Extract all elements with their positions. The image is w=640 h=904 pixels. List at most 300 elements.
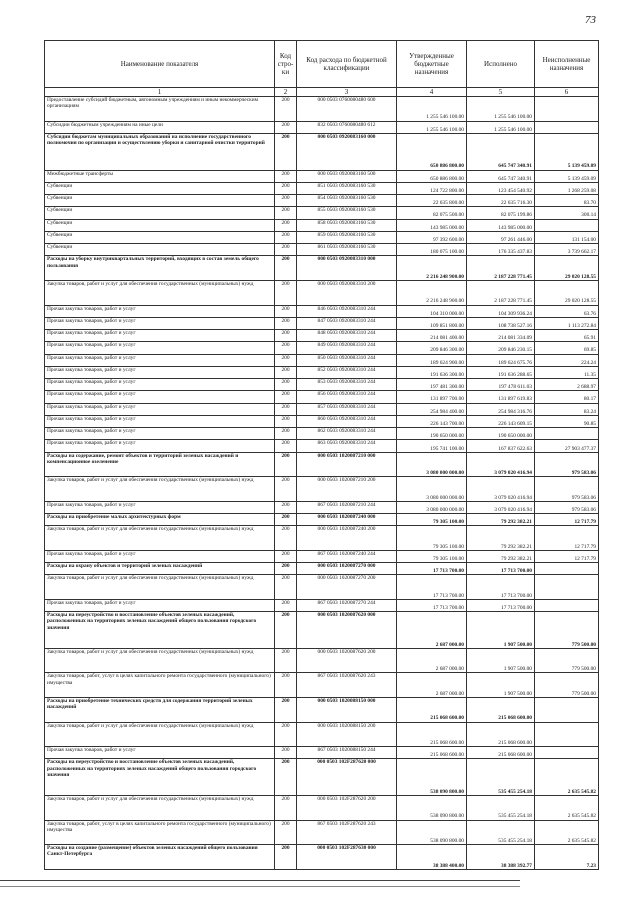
row-approved: 215 068 600.00: [397, 747, 467, 759]
row-name: Субвенции: [45, 244, 275, 256]
row-budget-code: 852 0503 0920083310 244: [297, 366, 397, 378]
row-executed: 79 292 382.21: [467, 550, 535, 562]
row-unexecuted: 131 154.00: [535, 231, 599, 243]
row-name: Субвенции: [45, 231, 275, 243]
row-budget-code: 867 0503 1020087210 244: [297, 501, 397, 513]
table-row: [45, 182, 599, 194]
table-row: [45, 673, 599, 698]
row-budget-code: 000 0503 0760080480 600: [297, 97, 397, 122]
row-unexecuted: [535, 722, 599, 747]
row-executed: 108 738 527.16: [467, 317, 535, 329]
row-executed: 2 187 228 771.45: [467, 256, 535, 281]
table-row: [45, 317, 599, 329]
row-name: Закупка товаров, работ и услуг для обеспечения государственных (муниципальных) нужд: [45, 575, 275, 600]
row-line-code: 200: [275, 698, 297, 723]
row-line-code: 200: [275, 440, 297, 452]
row-name: Закупка товаров, работ и услуг для обеспечения государственных (муниципальных) нужд: [45, 477, 275, 502]
row-unexecuted: [535, 219, 599, 231]
row-line-code: 200: [275, 354, 297, 366]
row-approved: 2 687 000.00: [397, 648, 467, 673]
row-budget-code: 000 0503 1020088150 000: [297, 698, 397, 723]
row-line-code: 200: [275, 722, 297, 747]
row-unexecuted: 29 020 128.55: [535, 256, 599, 281]
row-unexecuted: [535, 121, 599, 133]
row-line-code: 200: [275, 452, 297, 477]
row-line-code: 200: [275, 207, 297, 219]
row-unexecuted: [535, 563, 599, 575]
row-line-code: 200: [275, 280, 297, 305]
row-approved: 3 080 000 000.00: [397, 501, 467, 513]
row-executed: 535 455 254.18: [467, 796, 535, 821]
row-line-code: 200: [275, 599, 297, 611]
row-budget-code: 850 0503 0920083310 244: [297, 354, 397, 366]
page-number: 73: [585, 14, 596, 26]
column-number: 4: [397, 88, 467, 97]
table-row: [45, 207, 599, 219]
row-executed: 123 454 540.92: [467, 182, 535, 194]
row-approved: 17 713 700.00: [397, 563, 467, 575]
row-name: Расходы на содержание, ремонт объектов и территорий зеленых насаждений и компенсационное озеленение: [45, 452, 275, 477]
header-row: [45, 41, 599, 88]
row-unexecuted: 5 139 459.09: [535, 170, 599, 182]
row-unexecuted: [535, 97, 599, 122]
row-budget-code: 851 0503 0920083160 530: [297, 182, 397, 194]
row-line-code: 200: [275, 820, 297, 845]
row-name: Прочая закупка товаров, работ и услуг: [45, 305, 275, 317]
row-budget-code: 854 0503 0920083160 530: [297, 195, 397, 207]
row-executed: 191 636 288.65: [467, 366, 535, 378]
row-budget-code: 000 0503 1020087270 000: [297, 563, 397, 575]
row-approved: 17 713 700.00: [397, 599, 467, 611]
row-approved: 104 310 000.00: [397, 305, 467, 317]
table-row: [45, 550, 599, 562]
row-approved: 189 624 900.00: [397, 354, 467, 366]
row-budget-code: 857 0503 0920083310 244: [297, 403, 397, 415]
row-name: Закупка товаров, работ и услуг для обеспечения государственных (муниципальных) нужд: [45, 796, 275, 821]
row-approved: 17 713 700.00: [397, 575, 467, 600]
table-row: [45, 195, 599, 207]
row-executed: 2 187 228 771.45: [467, 280, 535, 305]
column-number: 6: [535, 88, 599, 97]
row-budget-code: 849 0503 0920083310 244: [297, 342, 397, 354]
row-name: Прочая закупка товаров, работ и услуг: [45, 599, 275, 611]
row-approved: 650 886 800.00: [397, 170, 467, 182]
table-row: [45, 648, 599, 673]
row-line-code: 200: [275, 575, 297, 600]
row-line-code: 200: [275, 501, 297, 513]
row-approved: 1 255 546 100.00: [397, 97, 467, 122]
row-approved: 191 636 300.00: [397, 366, 467, 378]
row-budget-code: 000 0503 1020087270 200: [297, 575, 397, 600]
row-budget-code: 000 0503 0920083310 000: [297, 256, 397, 281]
header-executed: Исполнено: [467, 41, 535, 88]
row-unexecuted: 7.23: [535, 845, 599, 870]
table-row: [45, 612, 599, 649]
row-executed: 215 068 600.00: [467, 722, 535, 747]
table-row: [45, 599, 599, 611]
row-approved: 215 068 600.00: [397, 722, 467, 747]
row-executed: 254 984 316.76: [467, 403, 535, 415]
row-line-code: 200: [275, 648, 297, 673]
row-executed: 1 255 546 100.00: [467, 97, 535, 122]
row-unexecuted: [535, 747, 599, 759]
header-approved: Утвержденные бюджетные назначения: [397, 41, 467, 88]
row-name: Прочая закупка товаров, работ и услуг: [45, 379, 275, 391]
row-approved: 538 090 800.00: [397, 759, 467, 796]
row-name: Прочая закупка товаров, работ и услуг: [45, 428, 275, 440]
row-name: Закупка товаров, работ и услуг для обеспечения государственных (муниципальных) нужд: [45, 648, 275, 673]
row-budget-code: 000 0503 0920083160 000: [297, 133, 397, 170]
table-row: [45, 244, 599, 256]
row-unexecuted: 80.17: [535, 391, 599, 403]
row-budget-code: 847 0503 0920083310 244: [297, 317, 397, 329]
row-unexecuted: 224.24: [535, 354, 599, 366]
row-approved: 215 068 600.00: [397, 698, 467, 723]
row-executed: 189 624 675.76: [467, 354, 535, 366]
row-executed: 1 907 500.00: [467, 612, 535, 649]
table-row: [45, 354, 599, 366]
row-executed: 215 068 600.00: [467, 698, 535, 723]
row-line-code: 200: [275, 673, 297, 698]
table-row: [45, 415, 599, 427]
row-executed: 104 309 936.24: [467, 305, 535, 317]
table-body: [45, 97, 599, 870]
row-budget-code: 867 0503 102F287620 243: [297, 820, 397, 845]
table-row: [45, 256, 599, 281]
row-line-code: 200: [275, 256, 297, 281]
row-executed: 17 713 700.00: [467, 563, 535, 575]
row-executed: 215 068 600.00: [467, 747, 535, 759]
row-executed: 190 650 000.00: [467, 428, 535, 440]
table-row: [45, 97, 599, 122]
row-approved: 254 984 400.00: [397, 403, 467, 415]
table-row: [45, 747, 599, 759]
row-unexecuted: 779 500.00: [535, 648, 599, 673]
row-executed: 1 907 500.00: [467, 673, 535, 698]
row-executed: 167 837 622.63: [467, 440, 535, 452]
row-budget-code: 846 0503 0920083310 244: [297, 305, 397, 317]
row-line-code: 200: [275, 170, 297, 182]
row-line-code: 200: [275, 342, 297, 354]
row-unexecuted: 979 583.06: [535, 477, 599, 502]
row-unexecuted: 779 500.00: [535, 612, 599, 649]
row-name: Закупка товаров, работ и услуг для обеспечения государственных (муниципальных) нужд: [45, 722, 275, 747]
table-row: [45, 796, 599, 821]
row-name: Прочая закупка товаров, работ и услуг: [45, 391, 275, 403]
row-name: Прочая закупка товаров, работ и услуг: [45, 501, 275, 513]
row-unexecuted: 29 020 128.55: [535, 280, 599, 305]
row-unexecuted: 2 635 545.82: [535, 759, 599, 796]
table-row: [45, 452, 599, 477]
row-budget-code: 853 0503 0920083310 244: [297, 379, 397, 391]
table-row: [45, 366, 599, 378]
row-unexecuted: 3 739 662.17: [535, 244, 599, 256]
table-row: [45, 759, 599, 796]
table-row: [45, 820, 599, 845]
header-name: Наименование показателя: [45, 41, 275, 88]
row-name: Прочая закупка товаров, работ и услуг: [45, 354, 275, 366]
table-row: [45, 722, 599, 747]
row-unexecuted: 12 717.79: [535, 550, 599, 562]
row-line-code: 200: [275, 391, 297, 403]
row-executed: 3 079 020 416.94: [467, 452, 535, 477]
table-row: [45, 563, 599, 575]
row-budget-code: 867 0503 1020087620 243: [297, 673, 397, 698]
row-budget-code: 000 0503 1020087620 000: [297, 612, 397, 649]
table-row: [45, 330, 599, 342]
table-row: [45, 170, 599, 182]
row-executed: 97 261 446.00: [467, 231, 535, 243]
row-name: Расходы на переустройство и восстановление объектов зеленых насаждений, расположенных на территориях зеленых насаждений общего пользования городского значения: [45, 759, 275, 796]
row-name: Прочая закупка товаров, работ и услуг: [45, 366, 275, 378]
header-unexecuted: Неисполненные назначения: [535, 41, 599, 88]
row-budget-code: 000 0503 0920083160 500: [297, 170, 397, 182]
row-line-code: 200: [275, 182, 297, 194]
row-name: Расходы на охрану объектов и территорий зеленых насаждений: [45, 563, 275, 575]
row-approved: 214 081 400.00: [397, 330, 467, 342]
row-executed: 143 985 000.00: [467, 219, 535, 231]
table-row: [45, 342, 599, 354]
row-name: Закупка товаров, работ и услуг для обеспечения государственных (муниципальных) нужд: [45, 280, 275, 305]
row-unexecuted: 2 688.97: [535, 379, 599, 391]
row-line-code: 200: [275, 514, 297, 526]
footer-rule-thin: [0, 886, 520, 887]
row-budget-code: 000 0503 102F287620 000: [297, 759, 397, 796]
table-row: [45, 477, 599, 502]
row-unexecuted: 5 139 459.09: [535, 133, 599, 170]
row-approved: 38 388 400.00: [397, 845, 467, 870]
row-approved: 79 305 100.00: [397, 514, 467, 526]
table-row: [45, 231, 599, 243]
row-executed: 1 907 500.00: [467, 648, 535, 673]
table-row: [45, 514, 599, 526]
row-unexecuted: 979 583.06: [535, 501, 599, 513]
row-name: Прочая закупка товаров, работ и услуг: [45, 747, 275, 759]
row-line-code: 200: [275, 403, 297, 415]
budget-execution-table-container: [44, 40, 598, 870]
row-approved: 124 722 800.00: [397, 182, 467, 194]
row-line-code: 200: [275, 845, 297, 870]
row-approved: 97 392 600.00: [397, 231, 467, 243]
row-budget-code: 000 0503 1020087210 000: [297, 452, 397, 477]
column-number: 2: [275, 88, 297, 97]
row-executed: 197 478 611.03: [467, 379, 535, 391]
row-line-code: 200: [275, 477, 297, 502]
row-unexecuted: 90.85: [535, 415, 599, 427]
table-row: [45, 428, 599, 440]
row-budget-code: 000 0503 1020087240 200: [297, 526, 397, 551]
row-unexecuted: 11.35: [535, 366, 599, 378]
row-unexecuted: 83.70: [535, 195, 599, 207]
row-name: Расходы на приобретение технических средств для содержания территорий зеленых насаждений: [45, 698, 275, 723]
row-approved: 2 216 248 900.00: [397, 280, 467, 305]
row-approved: 3 080 000 000.00: [397, 452, 467, 477]
row-executed: 131 897 619.83: [467, 391, 535, 403]
row-budget-code: 862 0503 0920083310 244: [297, 428, 397, 440]
table-row: [45, 526, 599, 551]
row-budget-code: 000 0503 0920083310 200: [297, 280, 397, 305]
header-budget-code: Код расхода по бюджетной классификации: [297, 41, 397, 88]
table-row: [45, 133, 599, 170]
row-executed: 17 713 700.00: [467, 575, 535, 600]
row-unexecuted: 12 717.79: [535, 514, 599, 526]
row-budget-code: 867 0503 1020087270 244: [297, 599, 397, 611]
row-name: Предоставление субсидий бюджетным, автономным учреждениям и иным некоммерческим организациям: [45, 97, 275, 122]
row-unexecuted: [535, 428, 599, 440]
row-approved: 2 216 248 900.00: [397, 256, 467, 281]
budget-execution-table: [44, 40, 599, 870]
row-unexecuted: 69.85: [535, 342, 599, 354]
column-number-row: [45, 88, 599, 97]
row-unexecuted: 2 635 545.82: [535, 796, 599, 821]
row-executed: 38 388 392.77: [467, 845, 535, 870]
row-budget-code: 855 0503 0920083160 530: [297, 207, 397, 219]
table-row: [45, 845, 599, 870]
row-executed: 176 335 437.83: [467, 244, 535, 256]
row-unexecuted: 1 113 272.84: [535, 317, 599, 329]
row-budget-code: 000 0503 1020087240 000: [297, 514, 397, 526]
row-line-code: 200: [275, 330, 297, 342]
row-unexecuted: 779 500.00: [535, 673, 599, 698]
row-unexecuted: 300.14: [535, 207, 599, 219]
row-unexecuted: 65.91: [535, 330, 599, 342]
row-budget-code: 860 0503 0920083310 244: [297, 415, 397, 427]
row-budget-code: 861 0503 0920083160 530: [297, 244, 397, 256]
row-executed: 645 747 340.91: [467, 133, 535, 170]
row-line-code: 200: [275, 231, 297, 243]
row-approved: 1 255 546 100.00: [397, 121, 467, 133]
row-approved: 180 075 100.00: [397, 244, 467, 256]
row-line-code: 200: [275, 550, 297, 562]
row-name: Межбюджетные трансферты: [45, 170, 275, 182]
row-approved: 3 080 000 000.00: [397, 477, 467, 502]
row-executed: 79 292 382.21: [467, 514, 535, 526]
table-row: [45, 501, 599, 513]
row-name: Прочая закупка товаров, работ и услуг: [45, 342, 275, 354]
row-approved: 2 687 000.00: [397, 673, 467, 698]
row-name: Субсидии бюджетам муниципальных образований на исполнение государственного полномочия по организации и осуществлению уборки и санитарной очистки территорий: [45, 133, 275, 170]
column-number: 5: [467, 88, 535, 97]
row-name: Прочая закупка товаров, работ и услуг: [45, 415, 275, 427]
row-executed: 535 455 254.18: [467, 759, 535, 796]
row-approved: 79 305 100.00: [397, 526, 467, 551]
row-line-code: 200: [275, 759, 297, 796]
row-line-code: 200: [275, 317, 297, 329]
row-approved: 82 075 500.00: [397, 207, 467, 219]
row-line-code: 200: [275, 612, 297, 649]
row-name: Закупка товаров, работ, услуг в целях капитального ремонта государственного (муниципального) имущества: [45, 673, 275, 698]
table-row: [45, 698, 599, 723]
row-name: Прочая закупка товаров, работ и услуг: [45, 550, 275, 562]
row-line-code: 200: [275, 526, 297, 551]
row-name: Субвенции: [45, 207, 275, 219]
table-row: [45, 121, 599, 133]
row-approved: 79 305 100.00: [397, 550, 467, 562]
row-line-code: 200: [275, 97, 297, 122]
footer-rule: [0, 880, 520, 881]
row-executed: 79 292 382.21: [467, 526, 535, 551]
row-line-code: 200: [275, 244, 297, 256]
table-row: [45, 403, 599, 415]
row-executed: 535 455 254.18: [467, 820, 535, 845]
row-line-code: 200: [275, 366, 297, 378]
row-budget-code: 000 0503 102F287620 200: [297, 796, 397, 821]
row-executed: 3 079 020 416.94: [467, 501, 535, 513]
row-line-code: 200: [275, 379, 297, 391]
row-line-code: 200: [275, 563, 297, 575]
row-approved: 650 886 800.00: [397, 133, 467, 170]
row-unexecuted: 1 268 259.08: [535, 182, 599, 194]
row-executed: 17 713 700.00: [467, 599, 535, 611]
row-executed: 226 143 609.15: [467, 415, 535, 427]
row-name: Расходы на приобретение малых архитектурных форм: [45, 514, 275, 526]
row-approved: 538 090 800.00: [397, 820, 467, 845]
row-approved: 197 481 300.00: [397, 379, 467, 391]
row-name: Субвенции: [45, 195, 275, 207]
row-executed: 1 255 546 100.00: [467, 121, 535, 133]
row-approved: 209 846 300.00: [397, 342, 467, 354]
row-budget-code: 856 0503 0920083310 244: [297, 391, 397, 403]
row-unexecuted: 12 717.79: [535, 526, 599, 551]
row-approved: 143 985 000.00: [397, 219, 467, 231]
row-name: Закупка товаров, работ и услуг для обеспечения государственных (муниципальных) нужд: [45, 526, 275, 551]
header-line-code: Код стро-ки: [275, 41, 297, 88]
row-line-code: 200: [275, 796, 297, 821]
row-unexecuted: 63.76: [535, 305, 599, 317]
row-line-code: 200: [275, 219, 297, 231]
row-approved: 195 741 100.00: [397, 440, 467, 452]
row-line-code: 200: [275, 747, 297, 759]
row-name: Субвенции: [45, 219, 275, 231]
row-executed: 3 079 020 416.94: [467, 477, 535, 502]
row-name: Субвенции: [45, 182, 275, 194]
row-unexecuted: 83.24: [535, 403, 599, 415]
row-name: Субсидии бюджетным учреждениям на иные цели: [45, 121, 275, 133]
row-executed: 645 747 340.91: [467, 170, 535, 182]
row-name: Прочая закупка товаров, работ и услуг: [45, 330, 275, 342]
row-budget-code: 863 0503 0920083310 244: [297, 440, 397, 452]
row-budget-code: 867 0503 1020087240 244: [297, 550, 397, 562]
row-budget-code: 000 0503 1020087620 200: [297, 648, 397, 673]
row-line-code: 200: [275, 428, 297, 440]
row-line-code: 200: [275, 305, 297, 317]
row-unexecuted: [535, 575, 599, 600]
column-number: 1: [45, 88, 275, 97]
row-approved: 538 090 800.00: [397, 796, 467, 821]
table-row: [45, 440, 599, 452]
row-approved: 190 650 000.00: [397, 428, 467, 440]
row-name: Закупка товаров, работ, услуг в целях капитального ремонта государственного (муниципального) имущества: [45, 820, 275, 845]
table-row: [45, 280, 599, 305]
row-executed: 82 075 199.86: [467, 207, 535, 219]
table-row: [45, 305, 599, 317]
row-approved: 226 143 700.00: [397, 415, 467, 427]
row-unexecuted: 27 903 477.37: [535, 440, 599, 452]
row-name: Прочая закупка товаров, работ и услуг: [45, 440, 275, 452]
row-unexecuted: [535, 599, 599, 611]
column-number: 3: [297, 88, 397, 97]
table-row: [45, 391, 599, 403]
row-executed: 209 846 230.15: [467, 342, 535, 354]
row-unexecuted: 2 635 545.82: [535, 820, 599, 845]
row-line-code: 200: [275, 121, 297, 133]
row-approved: 22 635 800.00: [397, 195, 467, 207]
row-line-code: 200: [275, 133, 297, 170]
row-budget-code: 859 0503 0920083160 530: [297, 231, 397, 243]
row-budget-code: 858 0503 0920083160 530: [297, 219, 397, 231]
row-name: Прочая закупка товаров, работ и услуг: [45, 403, 275, 415]
row-executed: 214 081 334.09: [467, 330, 535, 342]
